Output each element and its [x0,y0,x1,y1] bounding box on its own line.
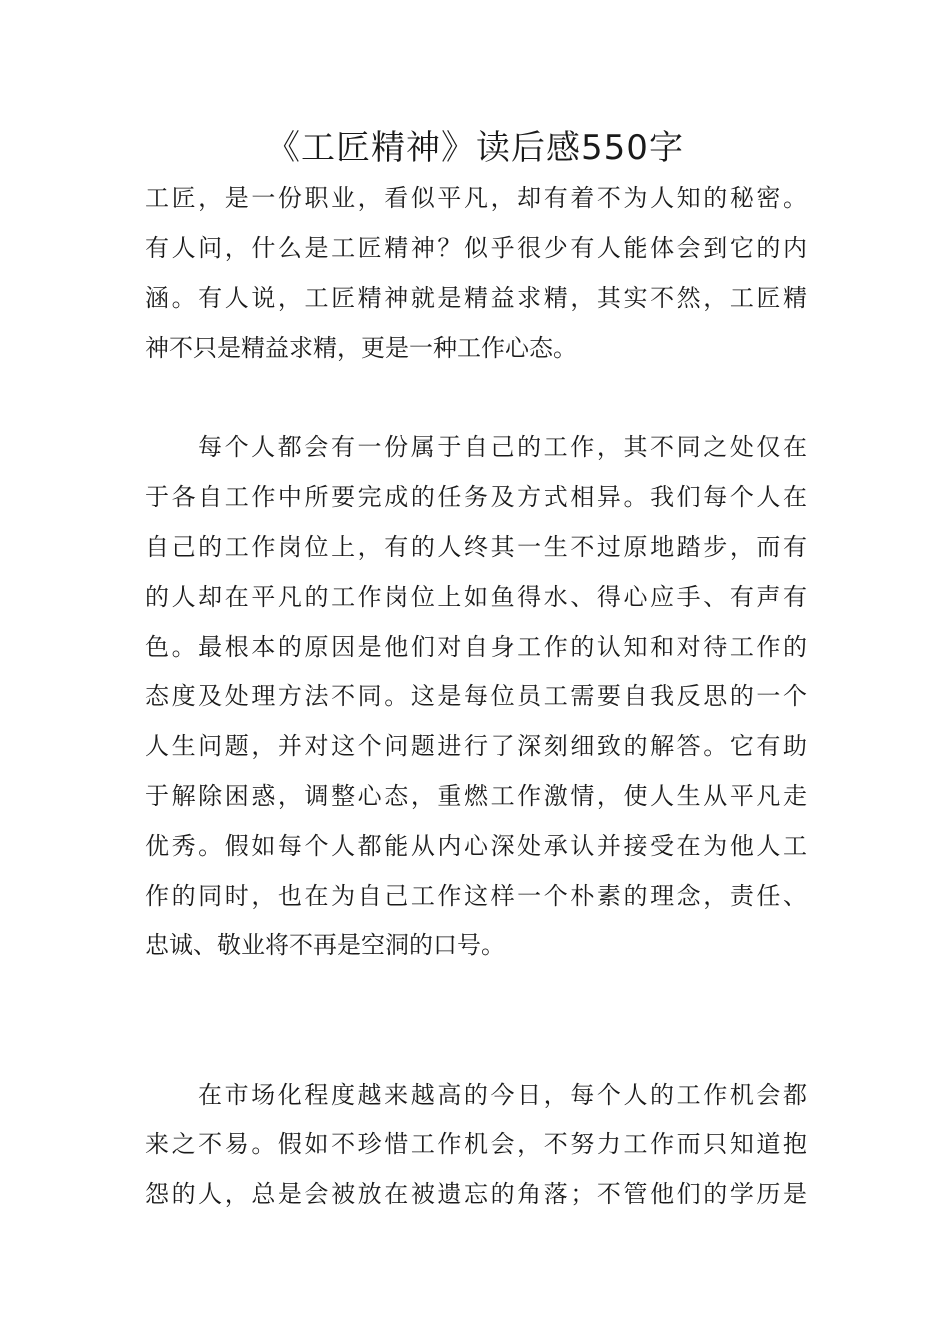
paragraph-2-line-3: 自己的工作岗位上，有的人终其一生不过原地踏步，而有 [145,533,807,561]
paragraph-2-line-2: 于各自工作中所要完成的任务及方式相异。我们每个人在 [145,483,807,511]
paragraph-2-line-4: 的人却在平凡的工作岗位上如鱼得水、得心应手、有声有 [145,583,807,611]
paragraph-2-line-1: 每个人都会有一份属于自己的工作，其不同之处仅在 [198,433,807,461]
paragraph-2-line-11: 忠诚、敬业将不再是空洞的口号。 [145,931,505,959]
paragraph-1-line-3: 涵。有人说，工匠精神就是精益求精，其实不然，工匠精 [145,284,807,312]
paragraph-2-line-8: 于解除困惑，调整心态，重燃工作激情，使人生从平凡走 [145,782,807,810]
document-title: 《工匠精神》读后感550字 [266,128,684,168]
paragraph-2-line-5: 色。最根本的原因是他们对自身工作的认知和对待工作的 [145,633,807,661]
paragraph-3-line-3: 怨的人，总是会被放在被遗忘的角落；不管他们的学历是 [145,1180,807,1208]
paragraph-1-line-2: 有人问，什么是工匠精神？似乎很少有人能体会到它的内 [145,234,807,262]
paragraph-2-line-9: 优秀。假如每个人都能从内心深处承认并接受在为他人工 [145,832,807,860]
paragraph-2-line-7: 人生问题，并对这个问题进行了深刻细致的解答。它有助 [145,732,807,760]
paragraph-3-line-1: 在市场化程度越来越高的今日，每个人的工作机会都 [198,1081,807,1109]
paragraph-2-line-6: 态度及处理方法不同。这是每位员工需要自我反思的一个 [145,682,807,710]
paragraph-1-line-1: 工匠，是一份职业，看似平凡，却有着不为人知的秘密。 [145,184,807,212]
paragraph-2-line-10: 作的同时，也在为自己工作这样一个朴素的理念，责任、 [145,882,807,910]
paragraph-1-line-4: 神不只是精益求精，更是一种工作心态。 [145,334,577,362]
paragraph-3-line-2: 来之不易。假如不珍惜工作机会，不努力工作而只知道抱 [145,1130,807,1158]
